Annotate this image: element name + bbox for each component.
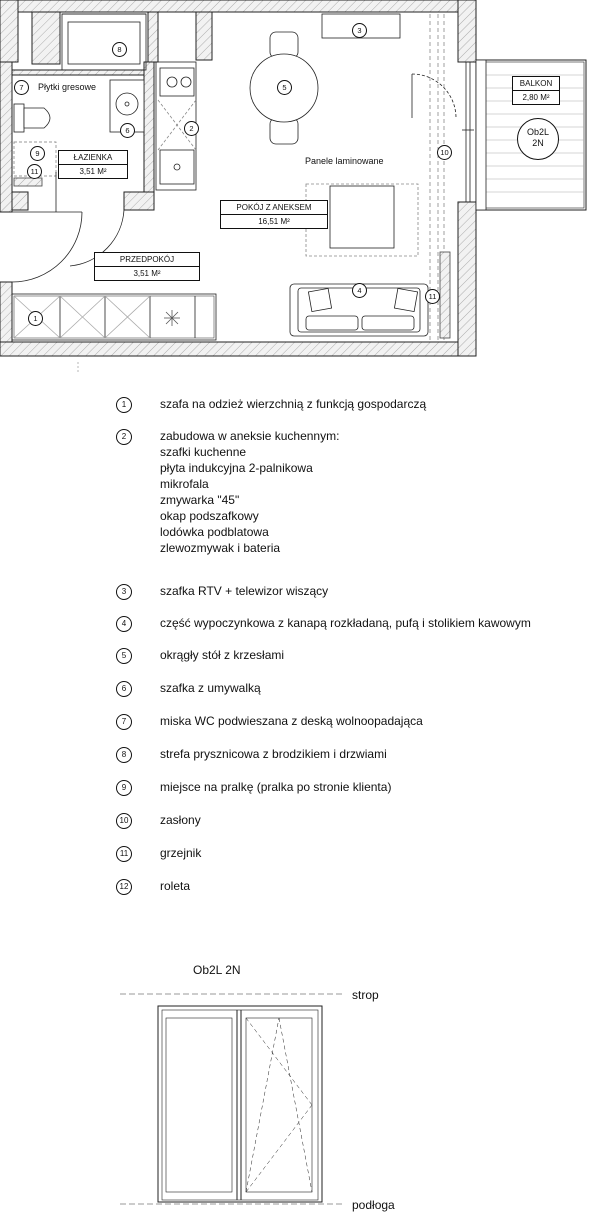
floor-tiles-label: Płytki gresowe xyxy=(38,82,97,92)
window-tag-line1: Ob2L xyxy=(526,127,550,137)
legend-item xyxy=(116,615,586,631)
room-bathroom-name: ŁAZIENKA xyxy=(73,153,113,162)
legend-text xyxy=(160,812,586,828)
legend-number: 1 xyxy=(116,397,132,413)
legend-number: 8 xyxy=(116,747,132,763)
legend-number: 11 xyxy=(116,846,132,862)
marker-9: 9 xyxy=(30,146,45,161)
legend-number: 4 xyxy=(116,616,132,632)
floor-plan xyxy=(0,0,600,380)
legend-number: 6 xyxy=(116,681,132,697)
legend-line: zabudowa w aneksie kuchennym: xyxy=(160,429,340,443)
window-elevation xyxy=(0,980,600,1220)
legend-line: szafa na odzież wierzchnią z funkcją gospodarczą xyxy=(160,397,427,411)
legend-item xyxy=(116,680,586,696)
balcony-window xyxy=(458,62,476,202)
legend-text xyxy=(160,845,586,861)
legend-text xyxy=(160,878,586,894)
marker-11-bathroom: 11 xyxy=(27,164,42,179)
legend-number: 7 xyxy=(116,714,132,730)
entrance-door xyxy=(12,212,82,282)
legend-number: 5 xyxy=(116,648,132,664)
legend-text xyxy=(160,647,586,663)
legend-line: lodówka podblatowa xyxy=(160,525,269,539)
marker-5: 5 xyxy=(277,80,292,95)
window-tag-line2: 2N xyxy=(532,138,544,148)
legend-item xyxy=(116,878,586,894)
legend-line: okap podszafkowy xyxy=(160,509,259,523)
legend-number: 3 xyxy=(116,584,132,600)
legend-text xyxy=(160,615,586,631)
elevation-title: Ob2L 2N xyxy=(193,963,241,977)
legend-text xyxy=(160,746,586,762)
legend-number: 10 xyxy=(116,813,132,829)
room-hall-name: PRZEDPOKÓJ xyxy=(119,255,175,264)
room-hall-area: 3,51 M² xyxy=(95,266,199,280)
room-hall-label xyxy=(94,252,200,281)
legend-line: grzejnik xyxy=(160,846,202,860)
marker-2: 2 xyxy=(184,121,199,136)
legend-item xyxy=(116,583,586,599)
legend-item xyxy=(116,396,586,412)
legend-text xyxy=(160,396,586,412)
marker-7: 7 xyxy=(14,80,29,95)
legend-number: 12 xyxy=(116,879,132,895)
legend-line: strefa prysznicowa z brodzikiem i drzwiami xyxy=(160,747,387,761)
marker-4: 4 xyxy=(352,283,367,298)
legend-line: szafka RTV + telewizor wiszący xyxy=(160,584,329,598)
legend-text xyxy=(160,583,586,599)
room-bathroom-label xyxy=(58,150,128,179)
room-living-label xyxy=(220,200,328,229)
wc xyxy=(14,104,50,132)
legend-item xyxy=(116,713,586,729)
marker-6: 6 xyxy=(120,123,135,138)
legend-line: miska WC podwieszana z deską wolnoopadająca xyxy=(160,714,423,728)
legend-item xyxy=(116,845,586,861)
room-living-name: POKÓJ Z ANEKSEM xyxy=(236,203,312,212)
room-balcony-label xyxy=(512,76,560,105)
legend-line: okrągły stół z krzesłami xyxy=(160,648,285,662)
legend-line: płyta indukcyjna 2-palnikowa xyxy=(160,461,313,475)
legend-line: część wypoczynkowa z kanapą rozkładaną, pufą i stolikiem kawowym xyxy=(160,616,531,630)
room-living-area: 16,51 M² xyxy=(221,214,327,228)
legend-line: miejsce na pralkę (pralka po stronie klienta) xyxy=(160,780,392,794)
legend-line: zmywarka "45" xyxy=(160,493,240,507)
legend-line: szafki kuchenne xyxy=(160,445,247,459)
legend-line: zasłony xyxy=(160,813,201,827)
legend-line: roleta xyxy=(160,879,191,893)
radiator-bathroom xyxy=(14,178,42,186)
elevation-top-label: strop xyxy=(352,988,379,1002)
room-bathroom-area: 3,51 M² xyxy=(59,164,127,178)
legend-number: 9 xyxy=(116,780,132,796)
elevation-bottom-label: podłoga xyxy=(352,1198,395,1212)
legend-line: szafka z umywalką xyxy=(160,681,261,695)
legend-text xyxy=(160,428,586,556)
legend-item xyxy=(116,428,586,556)
legend-text xyxy=(160,680,586,696)
marker-8: 8 xyxy=(112,42,127,57)
legend-item xyxy=(116,812,586,828)
legend-item xyxy=(116,779,586,795)
floor-panels-label: Panele laminowane xyxy=(305,156,384,166)
window-tag xyxy=(517,118,559,160)
room-balcony-name: BALKON xyxy=(519,79,553,88)
legend-text xyxy=(160,779,586,795)
legend-item xyxy=(116,746,586,762)
room-balcony-area: 2,80 M² xyxy=(513,90,559,104)
legend-line: zlewozmywak i bateria xyxy=(160,541,281,555)
marker-1: 1 xyxy=(28,311,43,326)
marker-3: 3 xyxy=(352,23,367,38)
legend-text xyxy=(160,713,586,729)
legend-number: 2 xyxy=(116,429,132,445)
marker-11-living: 11 xyxy=(425,289,440,304)
balcony-door xyxy=(412,74,456,118)
marker-10: 10 xyxy=(437,145,452,160)
shower-tray xyxy=(62,14,146,70)
legend-line: mikrofala xyxy=(160,477,209,491)
legend-item xyxy=(116,647,586,663)
radiator-living xyxy=(440,252,450,338)
